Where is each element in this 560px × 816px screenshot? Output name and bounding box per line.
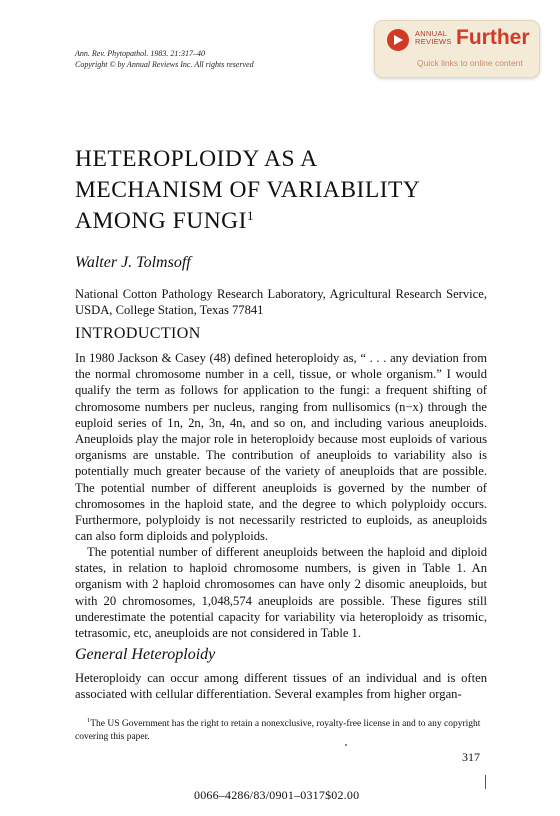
stray-dot [345,744,347,746]
journal-citation: Ann. Rev. Phytopathol. 1983. 21:317–40 [75,49,206,58]
author-affiliation: National Cotton Pathology Research Laboratory, Agricultural Research Service, USDA, College Station, Texas 77841 [75,287,487,317]
page-number: 317 [462,750,480,764]
general-paragraph: Heteroploidy can occur among different tissues of an individual and is often associated with cellular differentiation. Several examples from higher organ- [75,671,487,702]
introduction-heading: INTRODUCTION [75,325,201,342]
footnote-mark: 1 [87,717,91,724]
journal-copyright: Copyright © by Annual Reviews Inc. All rights reserved [75,60,254,69]
article-code: 0066–4286/83/0901–0317$02.00 [194,788,360,802]
journal-citation-block [75,48,375,70]
footnote-text: The US Government has the right to retain a nonexclusive, royalty-free license in and to any copyright covering this paper. [75,719,481,743]
title-footnote-mark: 1 [246,208,254,223]
footnote [75,714,487,744]
play-triangle-icon [387,29,409,51]
badge-further-label: Further [456,26,530,49]
badge-subtitle: Quick links to online content [417,58,523,68]
margin-rule [485,775,486,789]
title-line: MECHANISM OF VARIABILITY [75,177,421,203]
article-title [75,144,495,237]
general-heteroploidy-heading: General Heteroploidy [75,646,216,663]
intro-paragraph-2: The potential number of different aneuploids between the haploid and diploid states, in relation to haploid chromosome numbers, is given in Table 1. An organism with 2 haploid chromosomes can have only 2 disomic aneuploids, but with 20 chromosomes, 1,048,574 aneuploids are possible. These figures still underestimate the potential capacity for variability via heteroploidy as trisomic, tetrasomic, etc, aneuploids are not considered in Table 1. [75,545,487,641]
title-line: AMONG FUNGI [75,208,247,234]
intro-paragraph-1: In 1980 Jackson & Casey (48) defined heteroploidy as, “ . . . any deviation from the normal chromosome number in a cell, tissue, or whole organism.” I would qualify the term as follows for application to the fungi: a frequent shifting of chromosome numbers per nucleus, ranging from nullisomics (n−x) through the euploid series of 1n, 2n, 3n, 4n, and so on, and including various aneuploids. Aneuploids play the major role in heteroploidy because most euploids of various organisms are unstable. The contribution of aneuploids to variability also is potentially much greater because of the variety of aneuploids that are possible. The potential number of different aneuploids is governed by the number of chromosomes in the haploid state, and the degree to which polyploidy occurs. Furthermore, polyploidy is not necessarily restricted to euploids, as aneuploids can also form diploids and polyploids. [75,351,487,544]
badge-annual-reviews: ANNUAL REVIEWS [415,29,452,46]
author-name: Walter J. Tolmsoff [75,254,191,271]
title-line: HETEROPLOIDY AS A [75,146,318,172]
annual-reviews-further-badge[interactable] [374,20,540,78]
